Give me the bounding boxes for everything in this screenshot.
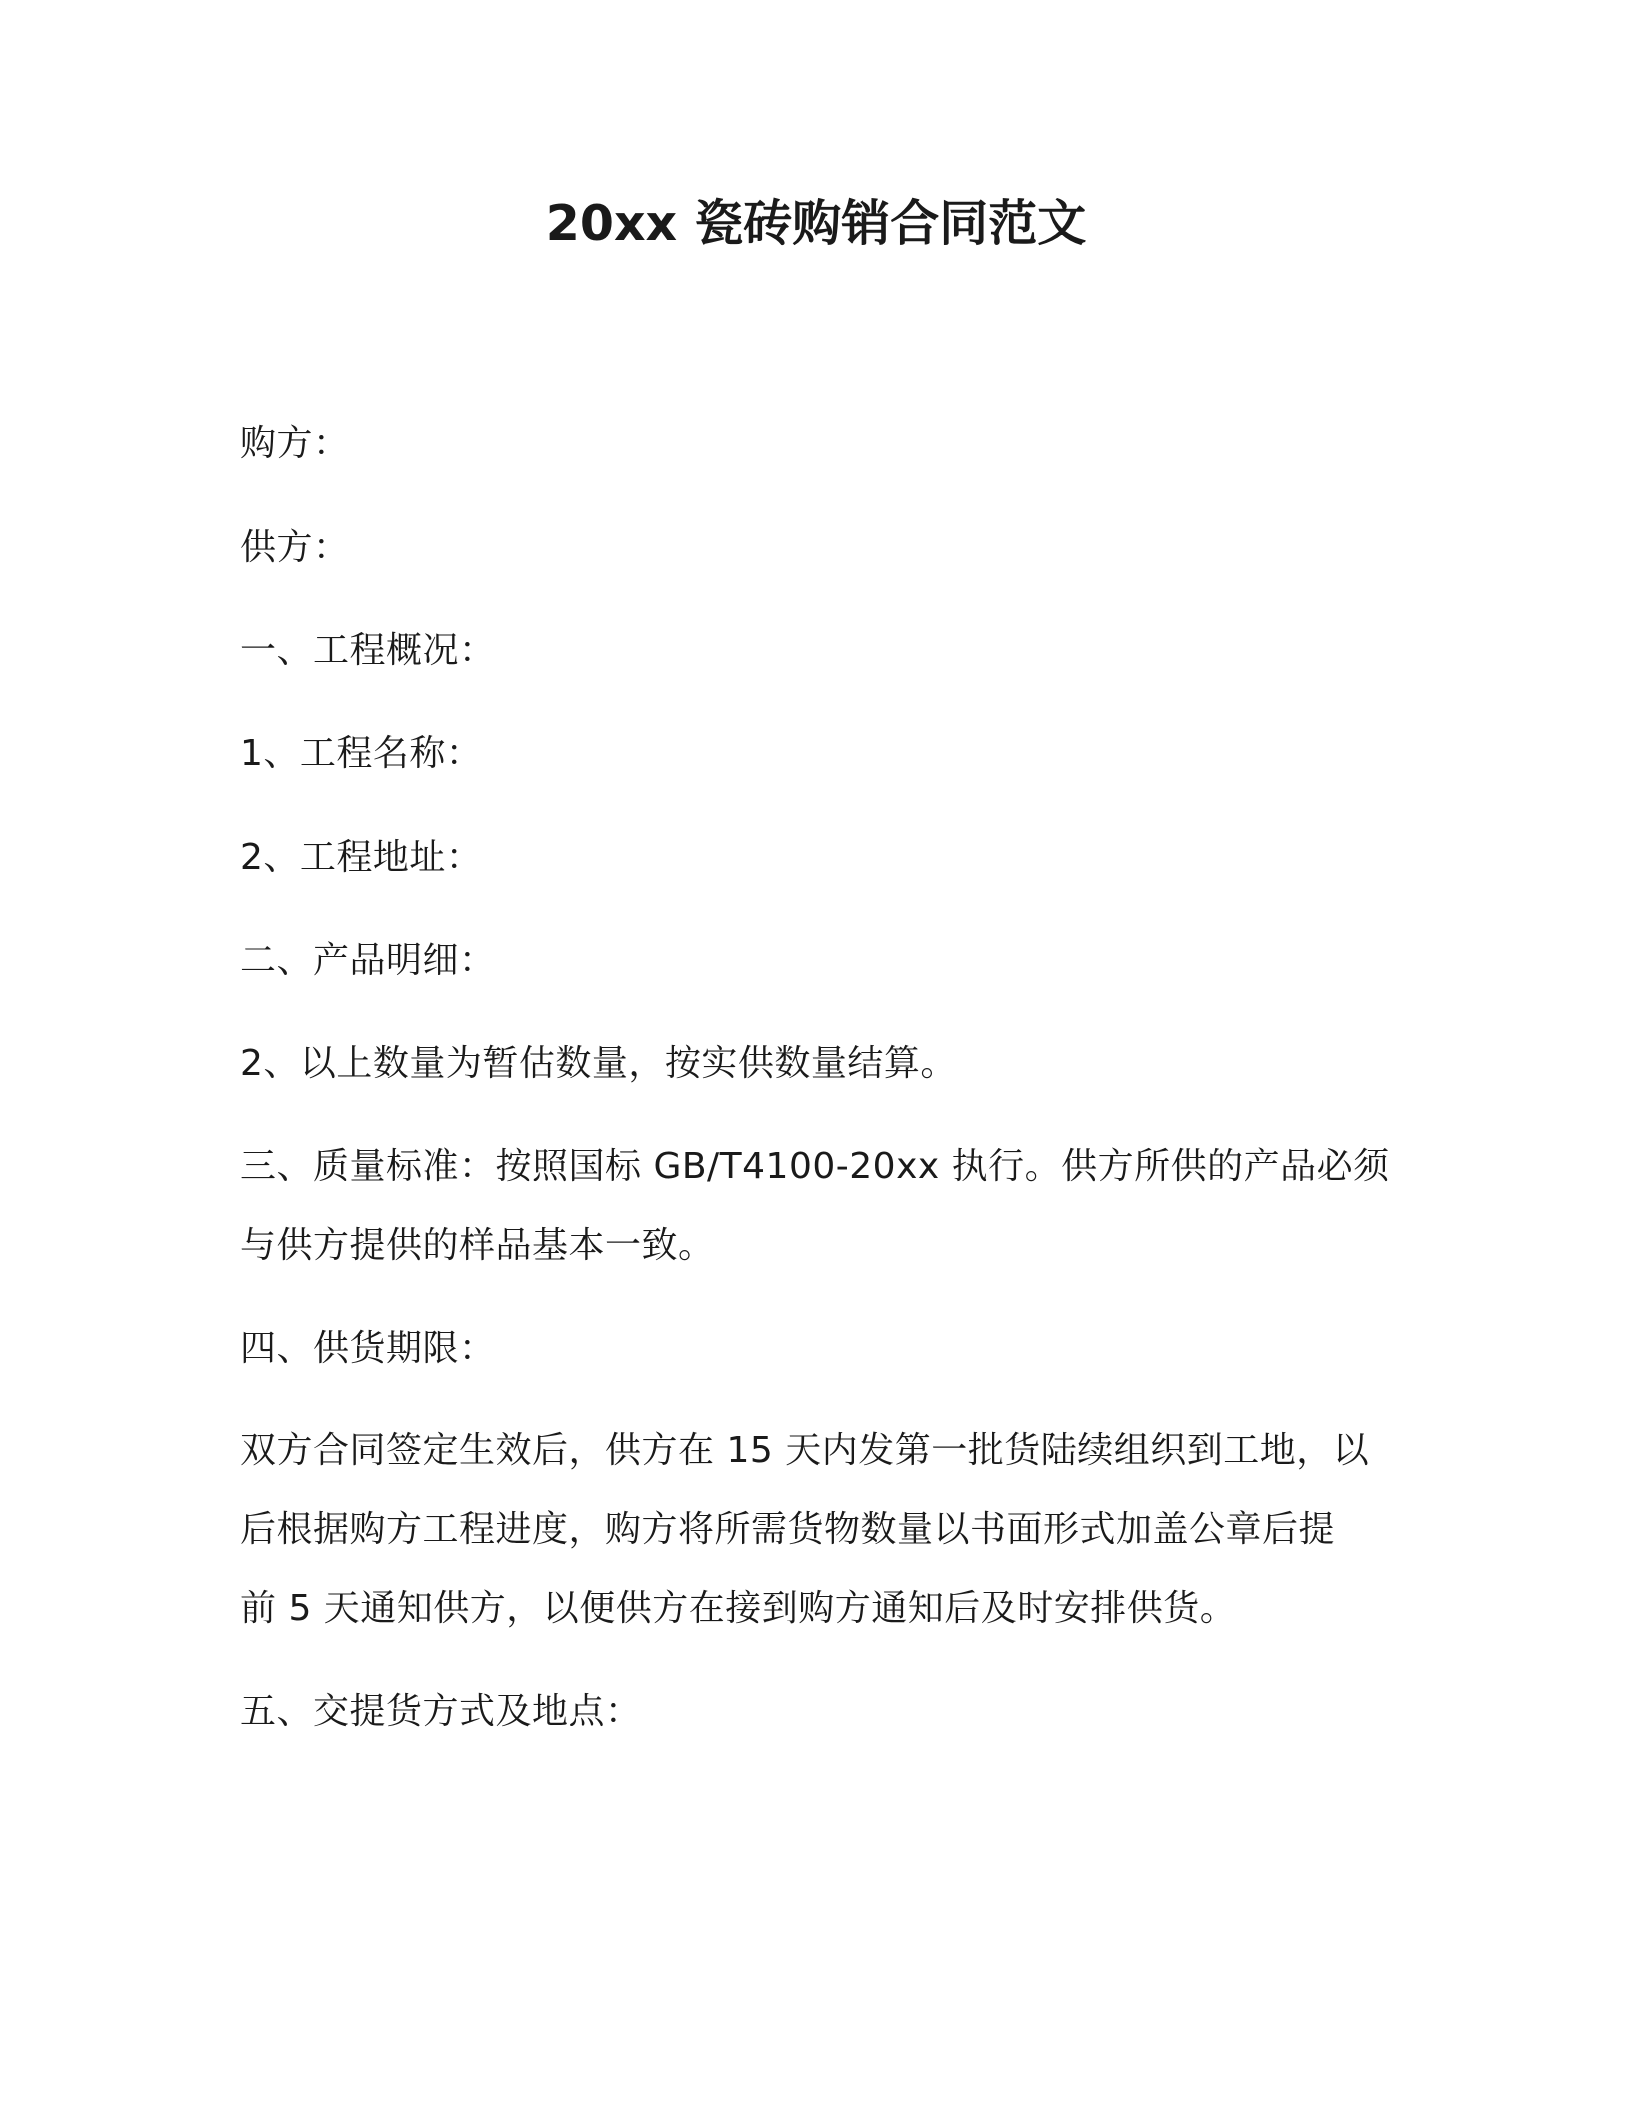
project-name-line: 1、工程名称： (240, 733, 483, 774)
buyer-line: 购方： (240, 423, 350, 464)
section-heading-project-overview: 一、工程概况： (240, 630, 496, 671)
document-title: 20xx 瓷砖购销合同范文 (545, 195, 1087, 252)
project-address-line: 2、工程地址： (240, 837, 483, 878)
supply-period-line-3: 前 5 天通知供方，以便供方在接到购方通知后及时安排供货。 (240, 1588, 1237, 1629)
section-heading-delivery-method: 五、交提货方式及地点： (240, 1691, 642, 1732)
quantity-note-line: 2、以上数量为暂估数量，按实供数量结算。 (240, 1043, 957, 1084)
quality-standard-line-2: 与供方提供的样品基本一致。 (240, 1225, 715, 1266)
section-heading-supply-period: 四、供货期限： (240, 1328, 496, 1369)
supply-period-line-1: 双方合同签定生效后，供方在 15 天内发第一批货陆续组织到工地，以 (240, 1430, 1370, 1471)
section-heading-product-details: 二、产品明细： (240, 940, 496, 981)
supplier-line: 供方： (240, 527, 350, 568)
quality-standard-line-1: 三、质量标准：按照国标 GB/T4100-20xx 执行。供方所供的产品必须 (240, 1146, 1390, 1187)
supply-period-line-2: 后根据购方工程进度，购方将所需货物数量以书面形式加盖公章后提 (240, 1509, 1336, 1550)
